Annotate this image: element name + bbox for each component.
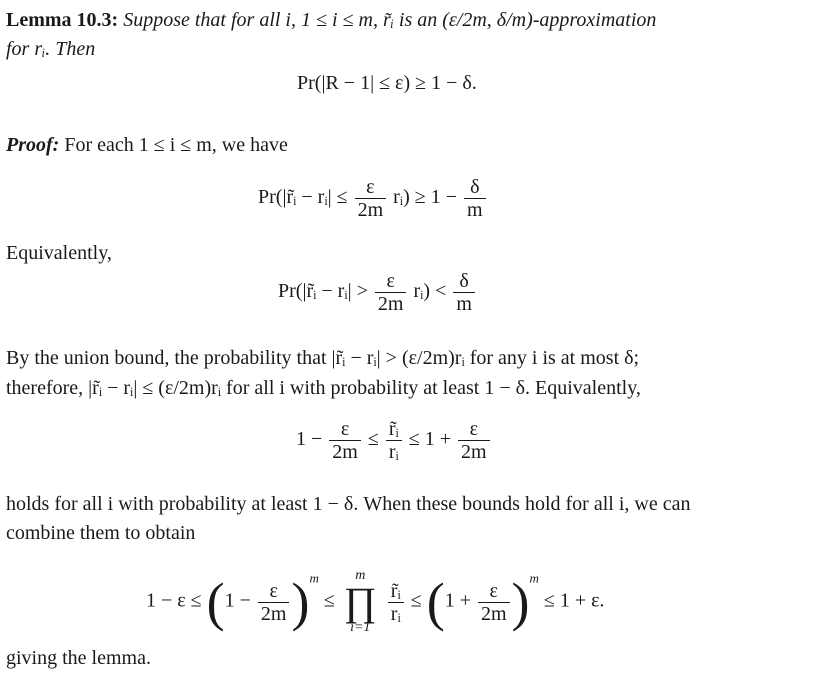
product-symbol: m ∏ i=1 [343, 568, 377, 635]
eq1-fraction-2: $\frac{\delta}{m}$ [464, 176, 486, 221]
eq2-right: rᵢ) < [413, 280, 447, 303]
eq3-fraction-3: $\frac{\varepsilon}{2m}$ [458, 418, 490, 463]
proof-label: Proof: [6, 134, 60, 156]
paragraph-1-line-2: therefore, |r̃ᵢ − rᵢ| ≤ (ε/2m)rᵢ for all i with probability at least 1 − δ. Equivalently, [6, 377, 641, 399]
eq2-fraction-2: $\frac{\delta}{m}$ [453, 270, 475, 315]
eq2-fraction-1: $\frac{\varepsilon}{2m}$ [375, 270, 407, 315]
eq3-fraction-2: $\frac{\text{r̃ᵢ}}{\text{rᵢ}}$ [386, 418, 402, 463]
proof-intro: For each 1 ≤ i ≤ m, we have [64, 134, 288, 156]
eq1-left: Pr(|r̃ᵢ − rᵢ| ≤ [258, 186, 348, 209]
lemma-label: Lemma 10.3: [6, 9, 119, 31]
paragraph-2-line-2: combine them to obtain [6, 522, 196, 544]
closing-line: giving the lemma. [6, 647, 151, 669]
lemma-statement-2: for rᵢ. Then [6, 38, 96, 60]
proof-intro-line [6, 133, 288, 157]
eq4-fraction-1: $\frac{\varepsilon}{2m}$ [258, 580, 290, 625]
eq2-left: Pr(|r̃ᵢ − rᵢ| > [278, 280, 368, 303]
eq1-fraction-1: $\frac{\varepsilon}{2m}$ [355, 176, 387, 221]
equation-4: 1 − ε ≤ (1 − $\frac{\varepsilon}{2m}$ )$^m$ ≤ m ∏ i=1 $\frac{\text{r̃ᵢ}}{\text{rᵢ}}$ ≤ (1 + $\frac{\varepsilon}{2m}$ )$^m$ ≤ 1 + ε. [146, 568, 605, 635]
lemma-statement-1: Suppose that for all i, 1 ≤ i ≤ m, r̃ᵢ is an (ε/2m, δ/m)-approximation [123, 9, 657, 31]
eq4-fraction-3: $\frac{\varepsilon}{2m}$ [478, 580, 510, 625]
lemma-equation: Pr(|R − 1| ≤ ε) ≥ 1 − δ. [297, 72, 477, 94]
eq3-fraction-1: $\frac{\varepsilon}{2m}$ [329, 418, 361, 463]
eq4-fraction-2: $\frac{\text{r̃ᵢ}}{\text{rᵢ}}$ [388, 580, 404, 625]
eq1-right: rᵢ) ≥ 1 − [393, 186, 457, 209]
equation-1 [258, 176, 488, 221]
paragraph-2-line-1: holds for all i with probability at least 1 − δ. When these bounds hold for all i, we can [6, 493, 691, 515]
equivalently-label: Equivalently, [6, 242, 112, 264]
paragraph-1-line-1: By the union bound, the probability that |r̃ᵢ − rᵢ| > (ε/2m)rᵢ for any i is at most δ; [6, 347, 640, 369]
equation-3: 1 − $\frac{\varepsilon}{2m}$ ≤ $\frac{\text{r̃ᵢ}}{\text{rᵢ}}$ ≤ 1 + $\frac{\varepsilon}{2m}$ [296, 418, 492, 463]
equation-2 [278, 270, 477, 315]
lemma-line-1 [6, 8, 656, 32]
